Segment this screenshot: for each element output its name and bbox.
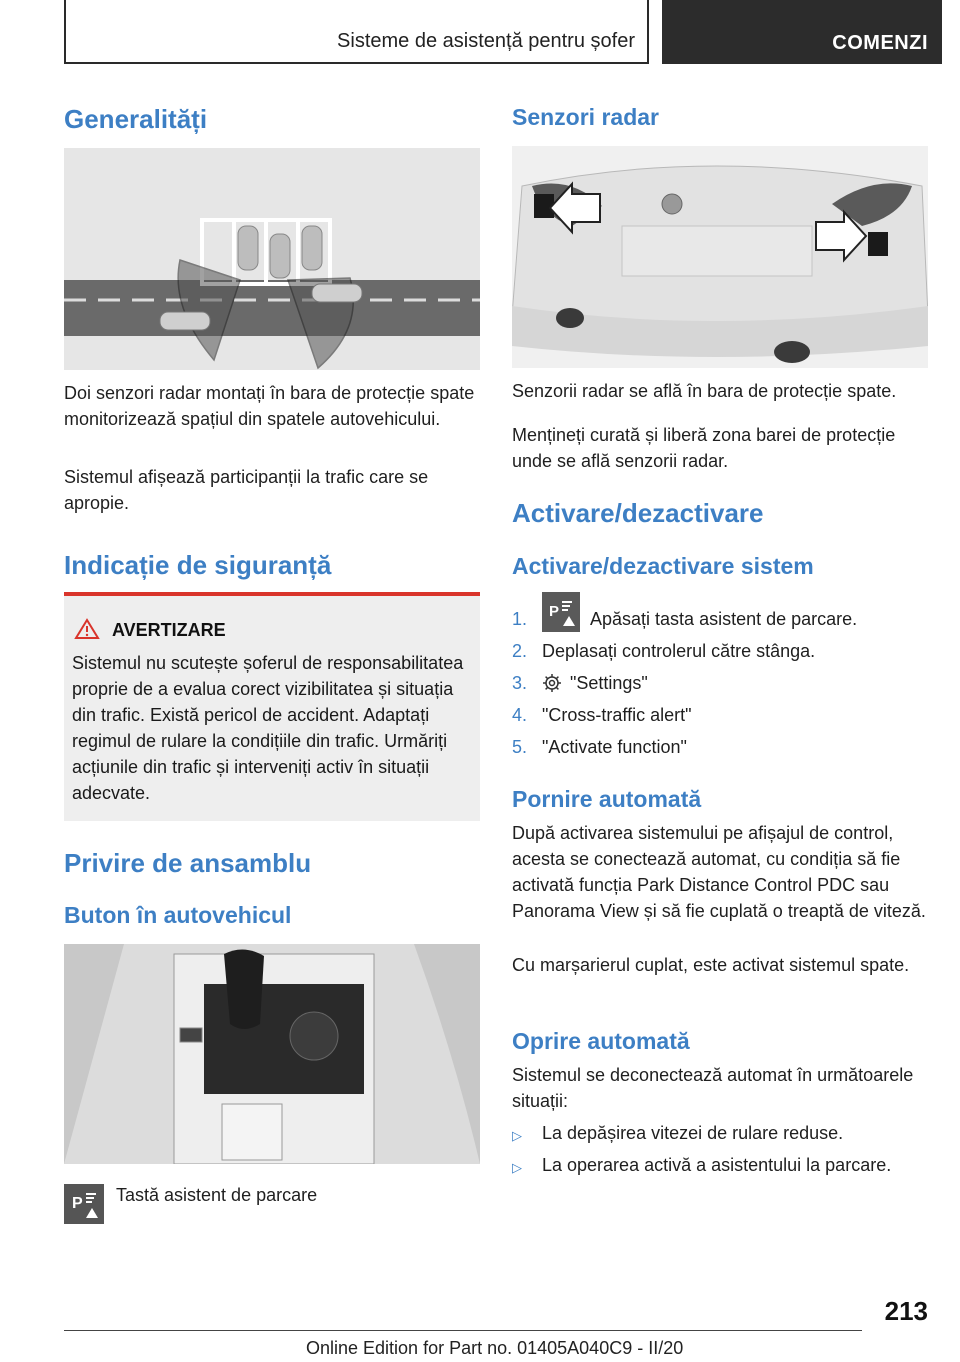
button-caption: Tastă asistent de parcare (116, 1185, 318, 1205)
warning-title: AVERTIZARE (112, 620, 226, 640)
subheading-activation-system: Activare/dezactivare sistem (512, 553, 814, 579)
park-assist-key-icon (542, 592, 580, 632)
chapter-title: Sisteme de asistență pentru șofer (337, 30, 635, 52)
footer-rule (64, 1330, 862, 1331)
parking-diagram-figure (64, 148, 480, 370)
svg-text:P: P (72, 1195, 83, 1212)
heading-auto-on: Pornire automată (512, 786, 702, 812)
warning-triangle-icon (74, 618, 100, 645)
header-section-tab (662, 0, 942, 64)
parking-diagram (64, 148, 480, 370)
auto-off-paragraph: Sistemul se deconectează automat în următoarele situații: (512, 1065, 914, 1111)
step-text: Deplasați controlerul către stânga. (542, 641, 816, 661)
intro-paragraph-1: Doi senzori radar montați în bara de protecție spate monitorizează spațiul din spatele autovehicului. (64, 383, 475, 429)
step-number: 3. (512, 673, 528, 693)
center-console-photo (64, 944, 480, 1164)
radar-paragraph-2: Mențineți curată și liberă zona barei de protecție unde se află senzorii radar. (512, 425, 896, 471)
step-text: "Settings" (570, 673, 648, 693)
svg-text:P: P (549, 603, 560, 620)
heading-generalitati: Generalități (64, 104, 208, 134)
step-number: 1. (512, 609, 528, 629)
park-assist-button-icon (64, 1184, 104, 1224)
heading-auto-off: Oprire automată (512, 1028, 690, 1054)
warning-box (64, 596, 480, 821)
heading-safety: Indicație de siguranță (64, 550, 332, 580)
step-text: Apăsați tasta asistent de parcare. (590, 609, 858, 629)
section-title: COMENZI (832, 32, 928, 54)
warning-text: Sistemul nu scutește șoferul de responsabilitatea proprie de a evalua corect vizibilitatea și situația din trafic. Există pericol de accident. Adaptați regimul de rulare la condițiile din trafic. Urmăriți acțiunile din trafic și interveniți activ în situații adecvate. (72, 653, 464, 803)
intro-paragraph-2: Sistemul afișează participanții la trafic care se apropie. (64, 467, 429, 513)
heading-activation: Activare/dezactivare (512, 498, 764, 528)
console-photo-figure (64, 944, 480, 1164)
heading-radar: Senzori radar (512, 104, 659, 130)
bullet-text: La operarea activă a asistentului la parcare. (542, 1155, 892, 1175)
step-text: "Activate function" (542, 737, 687, 757)
step-text: "Cross-traffic alert" (542, 705, 692, 725)
step-number: 5. (512, 737, 528, 757)
auto-on-paragraph-1: După activarea sistemului pe afișajul de control, acesta se conectează automat, cu condiția să fie activată funcția Park Distance Control PDC sau Panorama View și să fie cuplată o treaptă de viteză. (512, 823, 926, 921)
subheading-button: Buton în autovehicul (64, 902, 292, 928)
rear-bumper-photo (512, 146, 928, 368)
bullet-arrow-icon: ▷ (512, 1160, 522, 1175)
bullet-text: La depășirea vitezei de rulare reduse. (542, 1123, 844, 1143)
radar-paragraph-1: Senzorii radar se află în bara de protecție spate. (512, 381, 897, 401)
heading-overview: Privire de ansamblu (64, 848, 312, 878)
step-number: 2. (512, 641, 528, 661)
rear-bumper-photo-figure (512, 146, 928, 368)
auto-on-paragraph-2: Cu marșarierul cuplat, este activat sistemul spate. (512, 955, 910, 975)
edition-footer: Online Edition for Part no. 01405A040C9 - II/20 (306, 1338, 684, 1358)
settings-gear-icon (542, 673, 562, 693)
header-chapter-box (64, 0, 649, 64)
bullet-arrow-icon: ▷ (512, 1128, 522, 1143)
step-number: 4. (512, 705, 528, 725)
page-number: 213 (884, 1296, 928, 1326)
